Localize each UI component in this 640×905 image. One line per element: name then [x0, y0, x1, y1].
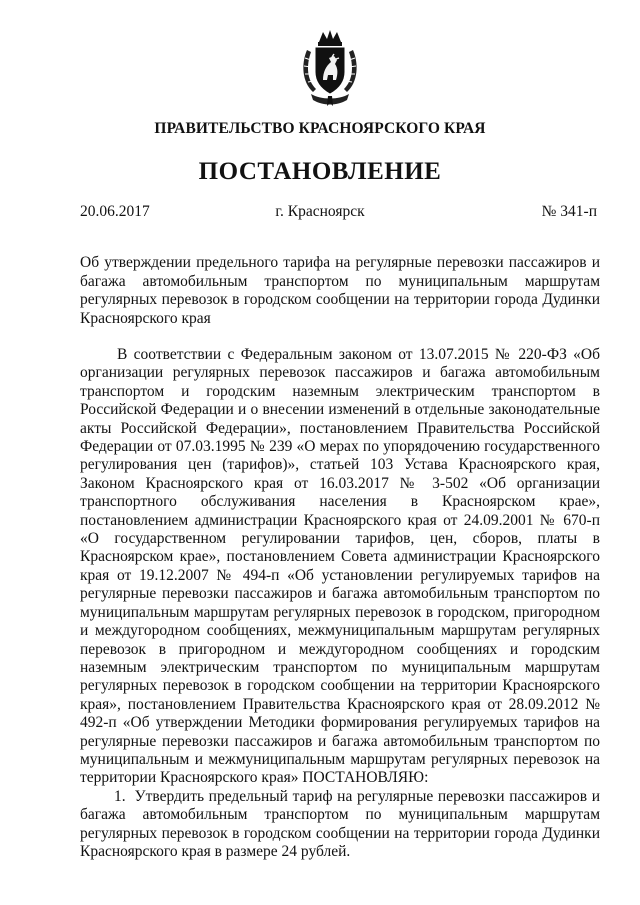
document-type-title: ПОСТАНОВЛЕНИЕ [198, 158, 442, 185]
document-body [80, 346, 600, 861]
item-number: 1. [114, 787, 126, 805]
document-date: 20.06.2017 [80, 203, 150, 220]
document-city: г. Красноярск [275, 203, 365, 220]
list-item [80, 788, 600, 862]
item-text: Утвердить предельный тариф на регулярные перевозки пассажиров и багажа автомобильным транспортом по муниципальным маршрутам регулярных перевозок в городском сообщении на территории города Дудинки Красноярского края в размере 24 рублей. [80, 787, 600, 860]
government-name: ПРАВИТЕЛЬСТВО КРАСНОЯРСКОГО КРАЯ [154, 120, 486, 137]
document-subject: Об утверждении предельного тарифа на регулярные перевозки пассажиров и багажа автомобильным транспортом по муниципальным маршрутам регулярных перевозок в городском сообщении на территории города Дудинки Красноярского края [80, 254, 600, 328]
document-number: № 341-п [541, 203, 597, 220]
krasnoyarsk-coat-of-arms-icon [299, 28, 361, 108]
preamble-paragraph: В соответствии с Федеральным законом от 13.07.2015 № 220-ФЗ «Об организации регулярных перевозок пассажиров и багажа автомобильным транспортом и городским наземным электрическим транспортом в Российской Федерации и о внесении изменений в отдельные законодательные акты Российской Федерации», постановлением Правительства Российской Федерации от 07.03.1995 № 239 «О мерах по упорядочению государственного регулирования цен (тарифов)», статьей 103 Устава Красноярского края, Законом Красноярского края от 16.03.2017 № 3-502 «Об организации транспортного обслуживания населения в Красноярском крае», постановлением администрации Красноярского края от 24.09.2001 № 670-п «О государственном регулировании тарифов, цен, сборов, платы в Красноярском крае», постановлением Совета администрации Красноярского края от 19.12.2007 № 494-п «Об установлении регулируемых тарифов на регулярные перевозки пассажиров и багажа автомобильным транспортом по муниципальным маршрутам регулярных перевозок в городском, пригородном и междугородном сообщениях, межмуниципальным маршрутам регулярных перевозок в пригородном и междугородном сообщениях и городским наземным электрическим транспортом по муниципальным маршрутам регулярных перевозок в городском сообщении на территории Красноярского края», постановлением Правительства Красноярского края от 28.09.2012 № 492-п «Об утверждении Методики формирования регулируемых тарифов на регулярные перевозки пассажиров и багажа автомобильным транспортом по муниципальным и межмуниципальным маршрутам регулярных перевозок на территории Красноярского края» ПОСТАНОВЛЯЮ: [80, 346, 600, 787]
